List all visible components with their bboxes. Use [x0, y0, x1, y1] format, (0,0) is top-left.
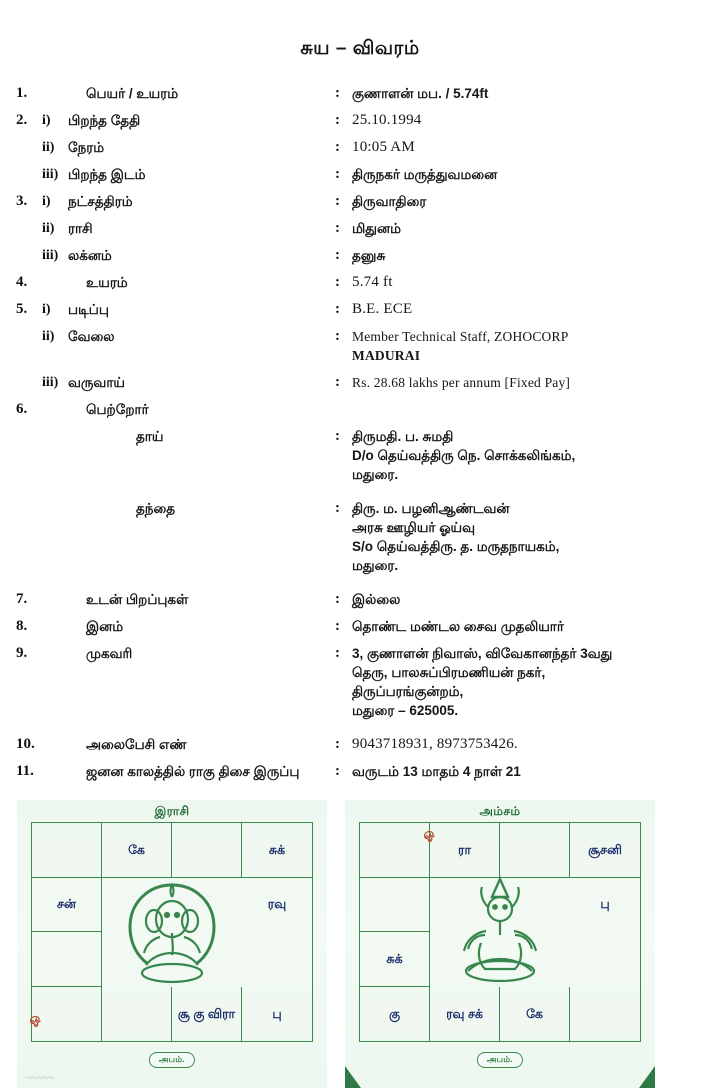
rasi-cell-10 [172, 932, 242, 987]
detail-row-colon: : [335, 220, 340, 236]
detail-row [0, 590, 720, 609]
detail-row-colon: : [335, 736, 340, 752]
detail-row-label: ஜனன காலத்தில் ராகு திசை இருப்பு [86, 764, 300, 779]
amsam-cell-7: பு [600, 897, 610, 912]
detail-value-line: தெரு, பாலசுப்பிரமணியன் நகர், [352, 665, 546, 680]
detail-row-colon: : [335, 247, 340, 263]
detail-row-label: நேரம் [68, 140, 105, 155]
horoscope-charts [0, 800, 720, 1088]
detail-row-label: உடன் பிறப்புகள் [86, 592, 189, 607]
detail-row-label: பிறந்த தேதி [68, 113, 141, 128]
detail-row-roman: ii) [42, 329, 55, 344]
detail-row [0, 246, 720, 265]
detail-row-roman: i) [42, 302, 51, 317]
detail-row [0, 192, 720, 211]
detail-row-roman: i) [42, 194, 51, 209]
detail-row-value [352, 219, 718, 238]
detail-row-label: தந்தை [136, 501, 176, 516]
detail-row-roman: ii) [42, 221, 55, 236]
detail-row-colon: : [335, 301, 340, 317]
detail-row [0, 165, 720, 184]
detail-row-colon: : [335, 763, 340, 779]
rasi-cell-12 [32, 987, 102, 1042]
detail-row-number: 10. [16, 736, 35, 752]
detail-row-value [352, 111, 718, 130]
amsam-cell-11 [570, 932, 640, 987]
rasi-cell-4: சன் [32, 878, 102, 933]
rasi-chart-card [17, 800, 327, 1088]
detail-row-number: 2. [16, 112, 28, 128]
detail-value-line: 9043718931, 8973753426. [352, 736, 518, 752]
detail-row-colon: : [335, 591, 340, 607]
detail-value-line: மதுரை. [352, 467, 399, 482]
detail-row-number: 5. [16, 301, 28, 317]
detail-row-value [352, 735, 718, 754]
detail-row-colon: : [335, 374, 340, 390]
detail-value-line: திரு. ம. பழனிஆண்டவன் [352, 501, 510, 516]
detail-row [0, 644, 720, 720]
detail-value-line: திருமதி. ப. சுமதி [352, 429, 454, 444]
detail-row-number: 3. [16, 193, 28, 209]
detail-row-value [352, 762, 718, 781]
rasi-scribble: ~~~~~ [25, 1072, 55, 1084]
rasi-cell-15: பு [272, 1006, 282, 1021]
detail-value-line: குணாளன் மப. / 5.74ft [352, 86, 489, 101]
detail-row [0, 300, 720, 319]
detail-row-number: 7. [16, 591, 28, 607]
detail-value-line: Member Technical Staff, ZOHOCORP [352, 329, 569, 344]
detail-row-value [352, 246, 718, 265]
detail-row-label: முகவரி [86, 646, 133, 661]
detail-value-line: 25.10.1994 [352, 112, 422, 128]
detail-row-colon: : [335, 428, 340, 444]
detail-row [0, 499, 720, 575]
amsam-cell-1: ரா [430, 823, 500, 878]
detail-row-value [352, 590, 718, 609]
detail-row-colon: : [335, 328, 340, 344]
rasi-cell-9 [102, 932, 172, 987]
amsam-corner-right [639, 1066, 655, 1088]
detail-row-value [352, 427, 718, 484]
detail-row-colon: : [335, 112, 340, 128]
detail-row-number: 6. [16, 401, 28, 417]
detail-value-line: தனுசு [352, 248, 386, 263]
detail-row-value [352, 192, 718, 211]
detail-row [0, 400, 720, 419]
amsam-cell-5 [430, 878, 500, 933]
detail-row-value [352, 138, 718, 157]
amsam-chart-card [345, 800, 655, 1088]
rasi-cell-1: கே [102, 823, 172, 878]
detail-row-label: பிறந்த இடம் [68, 167, 146, 182]
detail-value-line: 10:05 AM [352, 139, 415, 155]
detail-row-roman: iii) [42, 248, 59, 263]
detail-row-colon: : [335, 274, 340, 290]
detail-value-line: 3, குணாளன் நிவாஸ், விவேகானந்தர் 3வது [352, 646, 613, 661]
detail-row-number: 1. [16, 85, 28, 101]
amsam-cell-8: சுக் [360, 932, 430, 987]
detail-row-value [352, 84, 718, 103]
detail-row-label: வேலை [68, 329, 115, 344]
rasi-cell-8 [32, 932, 102, 987]
detail-row-colon: : [335, 166, 340, 182]
details-list [0, 84, 720, 789]
detail-row-label: படிப்பு [68, 302, 109, 317]
detail-value-line: MADURAI [352, 348, 421, 363]
detail-row [0, 327, 720, 365]
detail-row-label: பெயர் / உயரம் [86, 86, 179, 101]
amsam-cell-4 [360, 878, 430, 933]
rasi-cell-2 [172, 823, 242, 878]
rasi-chart-heading: இராசி [154, 804, 190, 818]
detail-row [0, 373, 720, 392]
detail-row [0, 735, 720, 754]
amsam-chart-heading: அம்சம் [479, 804, 521, 818]
detail-value-line: மிதுனம் [352, 221, 401, 236]
detail-row-colon: : [335, 645, 340, 661]
amsam-cell-9 [430, 932, 500, 987]
rasi-cell-13 [102, 987, 172, 1042]
rasi-chart-badge: அபம். [149, 1052, 195, 1068]
rasi-red-mark: ஓ [25, 1009, 43, 1028]
detail-row-label: பெற்றோர் [86, 402, 149, 417]
amsam-cell-10 [500, 932, 570, 987]
detail-value-line: மதுரை. [352, 558, 399, 573]
rasi-cell-0 [32, 823, 102, 878]
detail-row-value [352, 300, 718, 319]
detail-row [0, 273, 720, 292]
rasi-cell-7: ரவு [267, 897, 287, 912]
amsam-cell-15 [570, 987, 640, 1042]
detail-row-value [352, 499, 718, 575]
detail-row-label: ராசி [68, 221, 93, 236]
detail-value-line: Rs. 28.68 lakhs per annum [Fixed Pay] [352, 375, 571, 390]
detail-value-line: திருநகர் மருத்துவமனை [352, 167, 498, 182]
detail-value-line: இல்லை [352, 592, 401, 607]
detail-row-label: இனம் [86, 619, 124, 634]
detail-row-label: அலைபேசி எண் [86, 737, 187, 752]
detail-row-number: 8. [16, 618, 28, 634]
detail-row-value [352, 165, 718, 184]
detail-row [0, 219, 720, 238]
detail-row [0, 427, 720, 484]
detail-value-line: அரசு ஊழியர் ஓய்வு [352, 520, 476, 535]
rasi-cell-14: சூ கு வி ரா [172, 987, 242, 1042]
detail-value-line: B.E. ECE [352, 301, 413, 317]
detail-value-line: S/o தெய்வத்திரு. த. மருதநாயகம், [352, 539, 560, 554]
rasi-cell-5 [102, 878, 172, 933]
amsam-cell-13: ரவு சக் [430, 987, 500, 1042]
detail-row-label: நட்சத்திரம் [68, 194, 133, 209]
detail-row-number: 11. [16, 763, 34, 779]
detail-row-number: 9. [16, 645, 28, 661]
detail-value-line: திருவாதிரை [352, 194, 427, 209]
page-title: சுய – விவரம் [300, 38, 420, 59]
rasi-chart-grid [31, 822, 313, 1042]
detail-value-line: திருப்பரங்குன்றம், [352, 684, 464, 699]
amsam-cell-3: சூ சனி [570, 823, 640, 878]
detail-row-colon: : [335, 618, 340, 634]
detail-row-value [352, 373, 718, 392]
detail-row-colon: : [335, 139, 340, 155]
detail-row-roman: ii) [42, 140, 55, 155]
amsam-cell-12: கு [360, 987, 430, 1042]
amsam-cell-0 [360, 823, 430, 878]
rasi-cell-3: சுக் [242, 823, 312, 878]
amsam-cell-14: கே [500, 987, 570, 1042]
detail-row [0, 84, 720, 103]
detail-value-line: வருடம் 13 மாதம் 4 நாள் 21 [352, 764, 521, 779]
rasi-cell-11 [242, 932, 312, 987]
detail-row-label: உயரம் [86, 275, 128, 290]
detail-row-label: தாய் [136, 429, 164, 444]
detail-row-value [352, 617, 718, 636]
detail-row-value [352, 644, 718, 720]
detail-row-number: 4. [16, 274, 28, 290]
detail-row-roman: iii) [42, 375, 59, 390]
amsam-cell-6 [500, 878, 570, 933]
amsam-chart-badge: அபம். [477, 1052, 523, 1068]
detail-row-label: லக்னம் [68, 248, 112, 263]
amsam-chart-grid [359, 822, 641, 1042]
detail-row-roman: i) [42, 113, 51, 128]
detail-row [0, 111, 720, 130]
detail-value-line: தொண்ட மண்டல சைவ முதலியார் [352, 619, 564, 634]
amsam-cell-2 [500, 823, 570, 878]
detail-value-line: 5.74 ft [352, 274, 393, 290]
detail-row [0, 762, 720, 781]
detail-row-colon: : [335, 500, 340, 516]
amsam-red-mark: ஓ [419, 824, 437, 843]
detail-row-colon: : [335, 193, 340, 209]
detail-row-value [352, 327, 718, 365]
rasi-cell-6 [172, 878, 242, 933]
detail-row-colon: : [335, 85, 340, 101]
detail-row [0, 138, 720, 157]
detail-value-line: D/o தெய்வத்திரு நெ. சொக்கலிங்கம், [352, 448, 576, 463]
detail-row-value [352, 273, 718, 292]
detail-row-roman: iii) [42, 167, 59, 182]
amsam-corner-left [345, 1066, 361, 1088]
detail-row-label: வருவாய் [68, 375, 125, 390]
detail-row [0, 617, 720, 636]
detail-value-line: மதுரை – 625005. [352, 703, 459, 718]
